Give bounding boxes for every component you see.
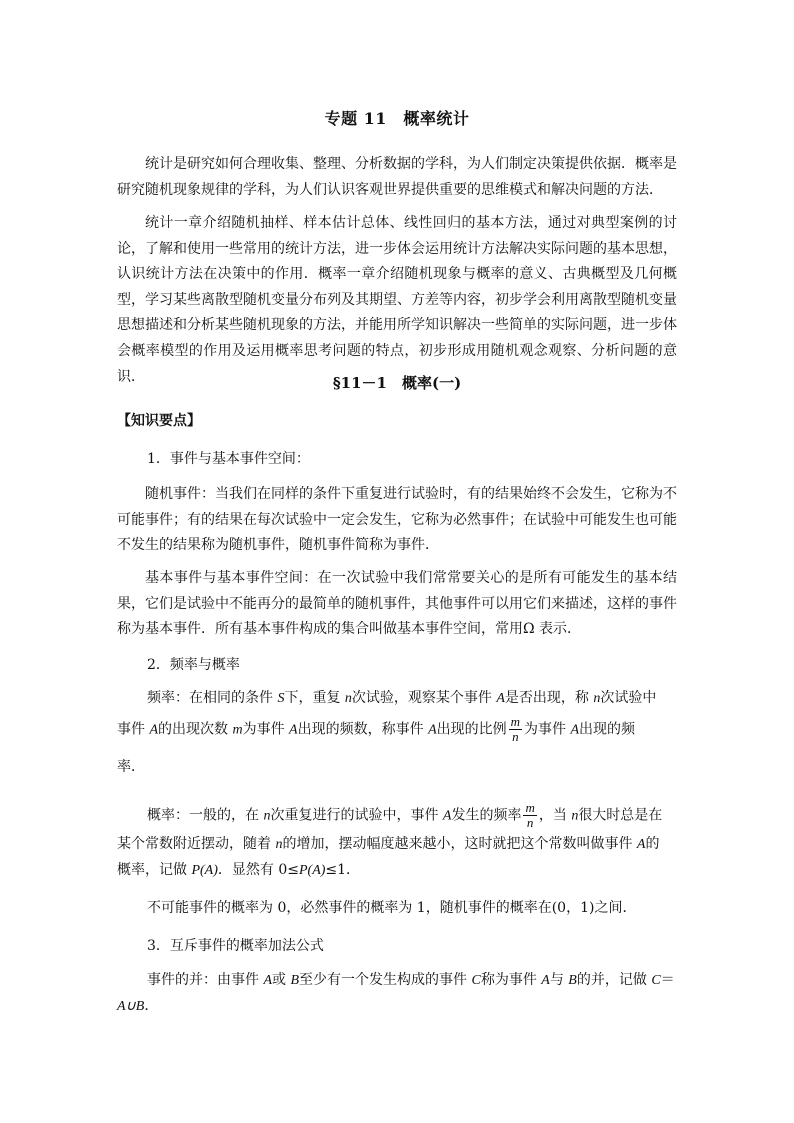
probability-line-2: 某个常数附近摆动，随着 n的增加，摆动幅度越来越小，这时就把这个常数叫做事件 A的 [117,836,660,852]
knowledge-heading: 【知识要点】 [117,413,201,429]
page-title: 专题 11 概率统计 [324,109,470,128]
frequency-line-2: 事件 A的出现次数 m为事件 A出现的频数，称事件 A出现的比例 $\frac{m}{n}$ 为事件 A出现的频 [117,714,636,744]
union-line-2: A∪B． [117,998,159,1014]
random-events-paragraph: 随机事件：当我们在同样的条件下重复进行试验时，有的结果始终不会发生，它称为不可能事件；有的结果在每次试验中一定会发生，它称为必然事件；在试验中可能发生也可能不发生的结果称为随机事件，随机事件简称为事件． [117,486,677,554]
intro-paragraph-2: 统计一章介绍随机抽样、样本估计总体、线性回归的基本方法，通过对典型案例的讨论，了解和使用一些常用的统计方法，进一步体会运用统计方法解决实际问题的基本思想，认识统计方法在决策中的作用．概率一章介绍随机现象与概率的意义、古典概型及几何概型，学习某些离散型随机变量分布列及其期望、方差等内容，初步学会利用离散型随机变量思想描述和分析某些随机现象的方法，并能用所学知识解决一些简单的实际问题，进一步体会概率模型的作用及运用概率思考问题的特点，初步形成用随机观念观察、分析问题的意识． [117,215,677,385]
frequency-line-3: 率． [117,759,145,775]
intro-paragraph-1: 统计是研究如何合理收集、整理、分析数据的学科，为人们制定决策提供依据．概率是研究随机现象规律的学科，为人们认识客观世界提供重要的思维模式和解决问题的方法． [117,156,677,198]
section-title: §11－1 概率(一) [332,374,462,392]
fraction-m-over-n: $\frac{m}{n}$ [525,800,535,830]
probability-line-3: 概率，记做 P(A)．显然有 0≤P(A)≤1． [117,862,361,878]
fraction-m-over-n: $\frac{m}{n}$ [510,714,521,744]
union-line-1: 事件的并：由事件 A或 B至少有一个发生构成的事件 C称为事件 A与 B的并，记做 C＝ [147,972,675,988]
item-3-heading: 3．互斥事件的概率加法公式 [147,938,324,954]
basic-events-paragraph: 基本事件与基本事件空间：在一次试验中我们常常要关心的是所有可能发生的基本结果，它们是试验中不能再分的最简单的随机事件，其他事件可以用它们来描述，这样的事件称为基本事件．所有基本事件构成的集合叫做基本事件空间，常用Ω 表示． [117,570,677,638]
item-1-heading: 1．事件与基本事件空间： [147,451,310,467]
probability-line-1: 概率：一般的，在 n次重复进行的试验中，事件 A发生的频率 $\frac{m}{n}$ ，当 n很大时总是在 [147,800,663,830]
item-2-heading: 2．频率与概率 [147,657,240,673]
frequency-line-1: 频率：在相同的条件 S下，重复 n次试验，观察某个事件 A是否出现，称 n次试验中 [147,690,657,706]
probability-range-line: 不可能事件的概率为 0，必然事件的概率为 1，随机事件的概率在(0，1)之间． [147,900,637,916]
